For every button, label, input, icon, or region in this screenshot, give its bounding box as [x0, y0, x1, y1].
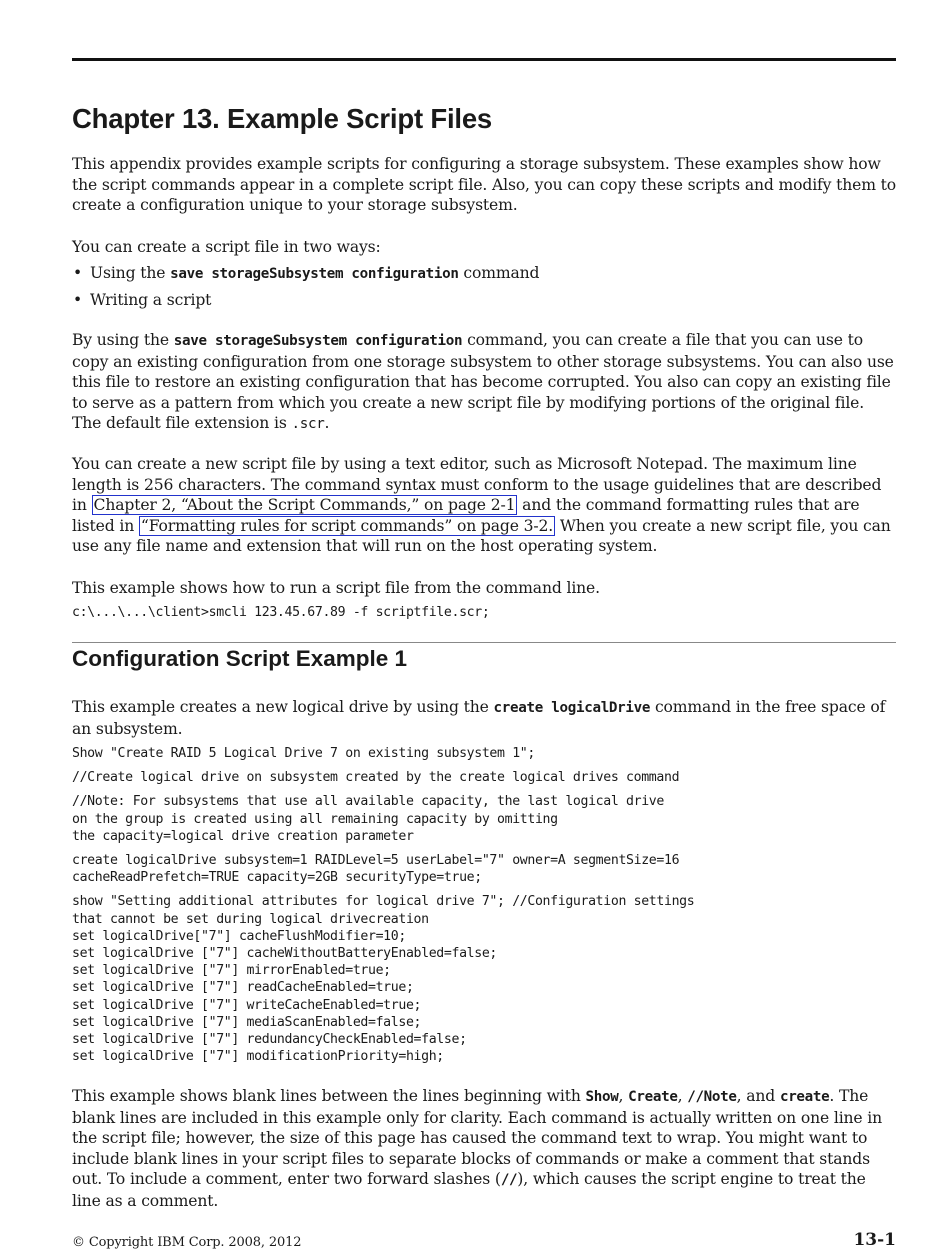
run-command: c:\...\...\client>smcli 123.45.67.89 -f scriptfile.scr;	[72, 604, 490, 620]
ways-intro: You can create a script file in two ways:	[72, 238, 381, 256]
editor-section	[72, 454, 898, 557]
code-block: show "Setting additional attributes for logical drive 7"; //Configuration settings that cannot be set during logical drivecreation set logicalDrive["7"] cacheFlushModifier=10; set logicalDrive ["7"] cacheWithoutBatteryEnabled=false; set logicalDrive ["7"] mirrorEnabled=true; set logicalDrive ["7"] readCacheEnabled=true; set logicalDrive ["7"] writeCacheEnabled=true; set logicalDrive ["7"] mediaScanEnabled=false; set logicalDrive ["7"] redundancyCheckEnabled=false; set logicalDrive ["7"] modificationPriority=high;	[72, 894, 695, 1065]
section-rule	[72, 642, 896, 643]
blank-lines-section	[72, 1086, 898, 1212]
editor-paragraph: You can create a new script file by using a text editor, such as Microsoft Notepad. The maximum line length is 256 characters. The command syntax must conform to the usage guidelines that are described in Chapter 2, “About the Script Commands,” on page 2-1 and the command formatting rules that are listed in “Formatting rules for script commands” on page 3-2. When you create a new script file, you can use any file name and extension that will run on the host operating system.	[72, 455, 891, 556]
save-section	[72, 330, 898, 435]
xref-link-formatting-rules[interactable]: “Formatting rules for script commands” on page 3-2.	[140, 516, 554, 535]
ways-section	[72, 237, 898, 311]
code-block: //Create logical drive on subsystem created by the create logical drives command	[72, 770, 680, 786]
intro-paragraph: This appendix provides example scripts for configuring a storage subsystem. These examples show how the script commands appear in a complete script file. Also, you can copy these scripts and modify them to create a configuration unique to your storage subsystem.	[72, 155, 897, 215]
list-item: • Using the save storageSubsystem configuration command	[72, 263, 898, 285]
run-paragraph: This example shows how to run a script file from the command line.	[72, 579, 600, 597]
command-text: save storageSubsystem configuration	[170, 265, 459, 282]
section-title: Configuration Script Example 1	[72, 646, 408, 671]
code-block: Show "Create RAID 5 Logical Drive 7 on existing subsystem 1";	[72, 746, 535, 761]
blank-lines-paragraph: This example shows blank lines between the lines beginning with Show, Create, //Note, and create. The blank lines are included in this example only for clarity. Each command is actually written on one line in the script file; however, the size of this page has caused the command text to wrap. You might want to include blank lines in your script files to separate blocks of commands or make a comment that stands out. To include a comment, enter two forward slashes (//), which causes the script engine to treat the line as a comment.	[72, 1087, 883, 1210]
xref-link-chapter-2[interactable]: Chapter 2, “About the Script Commands,” on page 2-1	[93, 496, 516, 515]
chapter-title: Chapter 13. Example Script Files	[72, 103, 493, 134]
code-listing	[72, 745, 898, 1065]
page-number: 13-1	[853, 1230, 896, 1250]
footer-copyright: © Copyright IBM Corp. 2008, 2012	[72, 1235, 302, 1250]
command-text: create logicalDrive	[493, 700, 651, 716]
top-rule	[72, 58, 896, 61]
intro-section	[72, 154, 898, 216]
command-text: save storageSubsystem configuration	[173, 333, 463, 349]
list-item: • Writing a script	[72, 290, 898, 311]
example-paragraph: This example creates a new logical drive by using the create logicalDrive command in the free space of an subsystem.	[72, 698, 886, 738]
example-section	[72, 697, 898, 739]
save-paragraph: By using the save storageSubsystem configuration command, you can create a file that you can use to copy an existing configuration from one storage subsystem to other storage subsystems. You can also use this file to restore an existing configuration that has become corrupted. You also can copy an existing file to serve as a pattern from which you create a new script file by modifying portions of the original file. The default file extension is .scr.	[72, 331, 894, 433]
code-block: create logicalDrive subsystem=1 RAIDLevel=5 userLabel="7" owner=A segmentSize=16 cacheReadPrefetch=TRUE capacity=2GB securityType=true;	[72, 853, 680, 886]
code-block: //Note: For subsystems that use all available capacity, the last logical drive on the group is created using all remaining capacity by omitting the capacity=logical drive creation parameter	[72, 794, 664, 844]
ways-list	[72, 263, 898, 311]
file-extension: .scr	[291, 416, 325, 433]
run-section	[72, 578, 898, 621]
